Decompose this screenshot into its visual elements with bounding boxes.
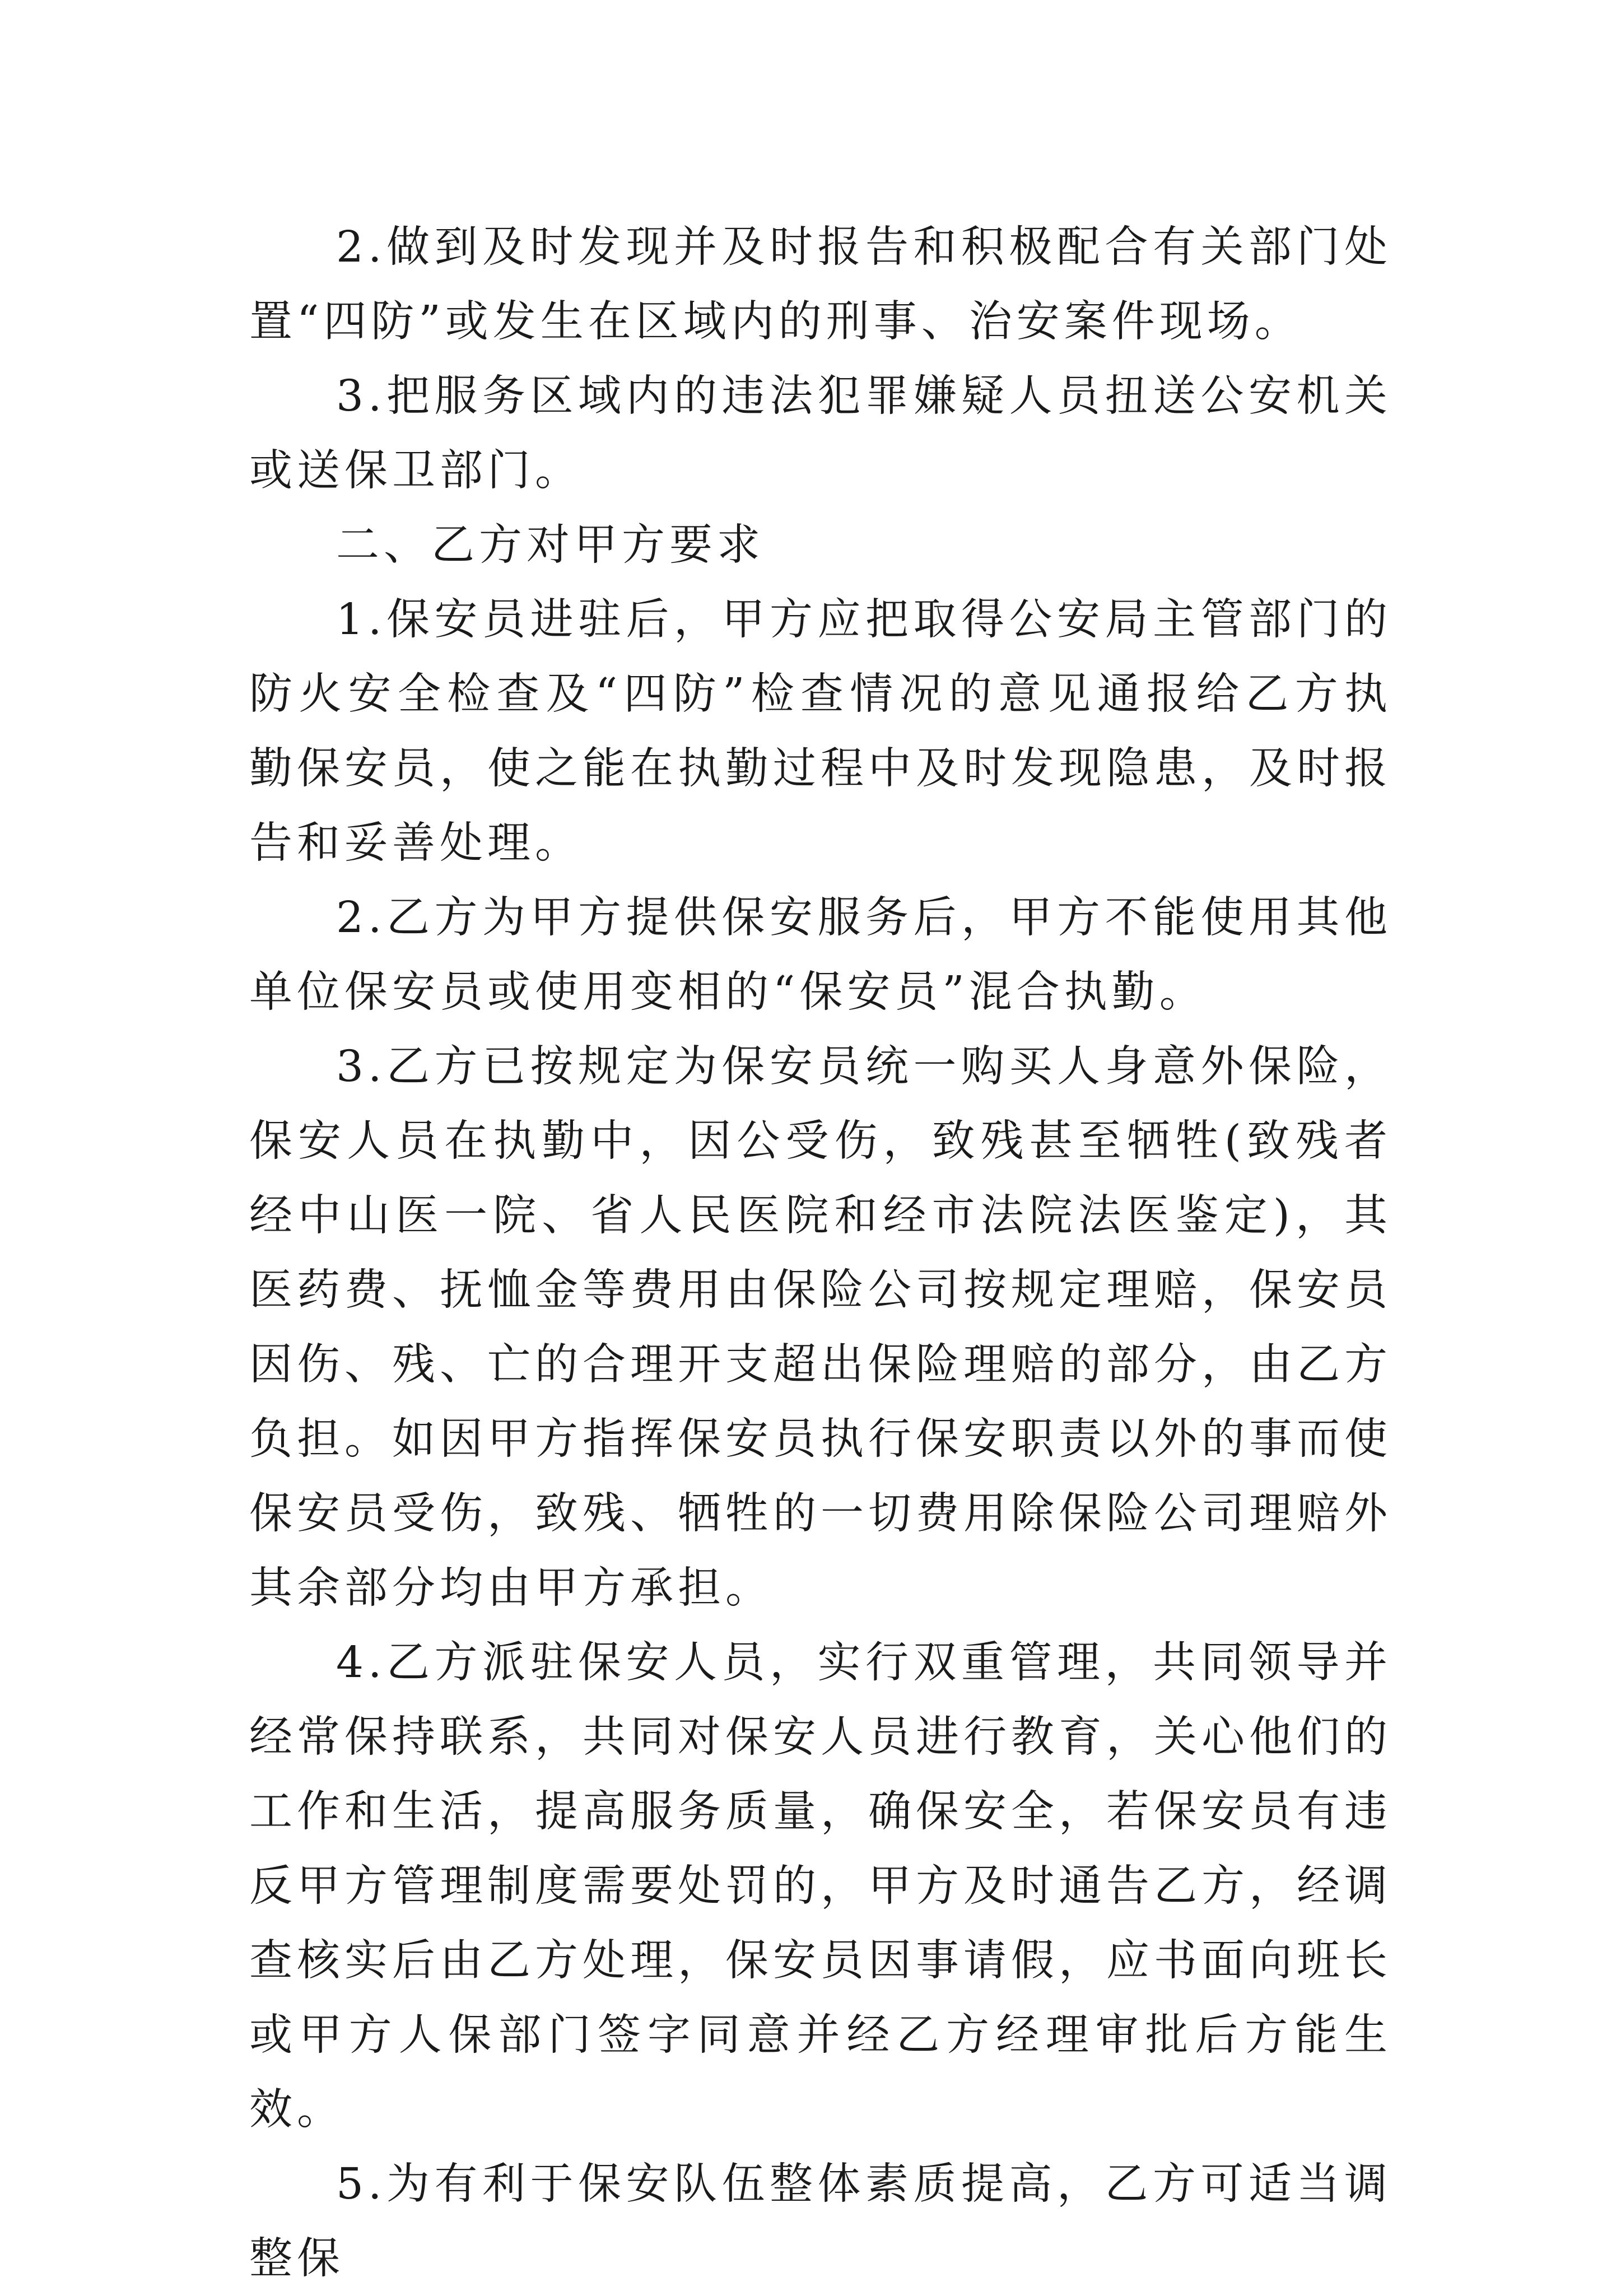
paragraph-req-5-adjustment: 5.为有利于保安队伍整体素质提高，乙方可适当调整保	[249, 2159, 1392, 2284]
paragraph-item-3-escort: 3.把服务区域内的违法犯罪嫌疑人员扭送公安机关或送保卫部门。	[249, 371, 1392, 496]
paragraph-req-2-exclusive: 2.乙方为甲方提供保安服务后，甲方不能使用其他单位保安员或使用变相的“保安员”混合执勤。	[249, 893, 1392, 1017]
section-heading-requirements: 二、乙方对甲方要求	[336, 520, 765, 570]
document-body	[249, 210, 1392, 2296]
paragraph-item-2-report: 2.做到及时发现并及时报告和积极配合有关部门处置“四防”或发生在区域内的刑事、治安案件现场。	[249, 222, 1392, 347]
paragraph-req-4-management: 4.乙方派驻保安人员，实行双重管理，共同领导并经常保持联系，共同对保安人员进行教育，关心他们的工作和生活，提高服务质量，确保安全，若保安员有违反甲方管理制度需要处罚的，甲方及时通告乙方，经调查核实后由乙方处理，保安员因事请假，应书面向班长或甲方人保部门签字同意并经乙方经理审批后方能生效。	[249, 1638, 1392, 2135]
paragraph-req-3-insurance: 3.乙方已按规定为保安员统一购买人身意外保险，保安人员在执勤中，因公受伤，致残甚至牺牲(致残者经中山医一院、省人民医院和经市法院法医鉴定)，其医药费、抚恤金等费用由保险公司按规定理赔，保安员因伤、残、亡的合理开支超出保险理赔的部分，由乙方负担。如因甲方指挥保安员执行保安职责以外的事而使保安员受伤，致残、牺牲的一切费用除保险公司理赔外其余部分均由甲方承担。	[249, 1042, 1392, 1613]
paragraph-req-1-inspection: 1.保安员进驻后，甲方应把取得公安局主管部门的防火安全检查及“四防”检查情况的意见通报给乙方执勤保安员，使之能在执勤过程中及时发现隐患，及时报告和妥善处理。	[249, 595, 1392, 868]
